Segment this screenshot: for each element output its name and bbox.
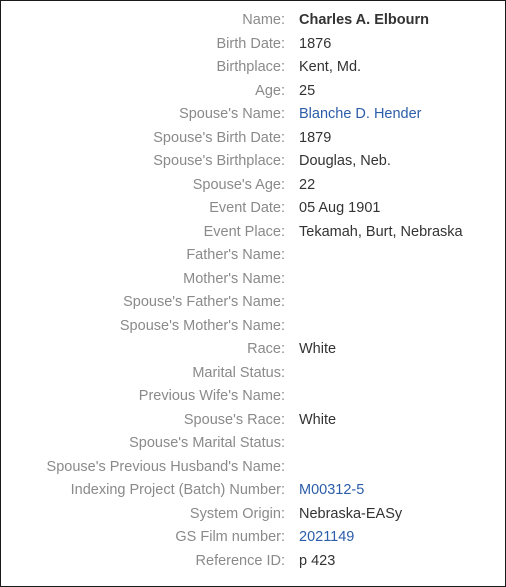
field-spouse-age xyxy=(1,174,505,198)
field-label: Spouse's Marital Status: xyxy=(129,435,285,451)
field-system-origin xyxy=(1,503,505,527)
field-value: 25 xyxy=(299,82,316,99)
field-father-name xyxy=(1,244,505,268)
field-label: Father's Name: xyxy=(186,247,285,263)
field-label: Birth Date: xyxy=(216,35,285,52)
field-label: GS Film number: xyxy=(175,529,285,545)
field-spouse-name xyxy=(1,103,505,127)
gs-film-number-link[interactable]: 2021149 xyxy=(299,529,355,545)
field-spouse-father-name xyxy=(1,291,505,315)
field-label: Reference ID: xyxy=(195,552,285,569)
field-marital-status xyxy=(1,362,505,386)
field-label: Previous Wife's Name: xyxy=(138,388,285,404)
field-value: Charles A. Elbourn xyxy=(299,12,429,28)
field-birth-date xyxy=(1,33,505,57)
field-value: Douglas, Neb. xyxy=(299,153,391,169)
field-label: Mother's Name: xyxy=(183,270,285,287)
field-label: Age: xyxy=(255,82,285,99)
field-label: Spouse's Birth Date: xyxy=(153,129,285,146)
spouse-name-link[interactable]: Blanche D. Hender xyxy=(299,106,422,122)
field-birthplace xyxy=(1,56,505,80)
field-value: 22 xyxy=(299,176,316,193)
field-race xyxy=(1,338,505,362)
field-label: Marital Status: xyxy=(192,364,285,381)
field-mother-name xyxy=(1,268,505,292)
field-label: Spouse's Race: xyxy=(183,411,285,428)
field-label: Name: xyxy=(242,12,285,28)
field-label: Spouse's Previous Husband's Name: xyxy=(46,458,285,475)
field-label: Spouse's Birthplace: xyxy=(153,153,285,169)
field-label: Event Place: xyxy=(203,223,285,240)
field-label: Race: xyxy=(247,341,285,357)
field-value: Nebraska-EASy xyxy=(299,505,403,522)
field-value: p 423 xyxy=(299,552,336,569)
field-value: Kent, Md. xyxy=(299,59,362,75)
field-spouse-birthplace xyxy=(1,150,505,174)
field-label: Birthplace: xyxy=(216,59,285,75)
field-reference-id xyxy=(1,550,505,574)
field-label: System Origin: xyxy=(189,505,285,522)
field-age xyxy=(1,80,505,104)
field-spouse-marital-status xyxy=(1,432,505,456)
field-event-place xyxy=(1,221,505,245)
field-spouse-race xyxy=(1,409,505,433)
field-spouse-birth-date xyxy=(1,127,505,151)
field-value: 1876 xyxy=(299,35,332,52)
field-label: Indexing Project (Batch) Number: xyxy=(70,482,285,498)
field-batch-number xyxy=(1,479,505,503)
field-value: 05 Aug 1901 xyxy=(299,200,381,216)
batch-number-link[interactable]: M00312-5 xyxy=(299,482,365,498)
field-event-date xyxy=(1,197,505,221)
field-value: Tekamah, Burt, Nebraska xyxy=(299,223,463,240)
field-value: White xyxy=(299,411,337,428)
field-spouse-mother-name xyxy=(1,315,505,339)
field-label: Spouse's Name: xyxy=(179,106,285,122)
field-gs-film-number xyxy=(1,526,505,550)
field-spouse-previous-husband-name xyxy=(1,456,505,480)
field-value: 1879 xyxy=(299,129,332,146)
field-value: White xyxy=(299,341,337,357)
field-label: Spouse's Age: xyxy=(192,176,285,193)
field-previous-wife-name xyxy=(1,385,505,409)
field-name xyxy=(1,9,505,33)
field-label: Event Date: xyxy=(209,200,285,216)
field-label: Spouse's Mother's Name: xyxy=(119,317,285,334)
record-details xyxy=(1,9,505,573)
field-label: Spouse's Father's Name: xyxy=(123,294,285,310)
